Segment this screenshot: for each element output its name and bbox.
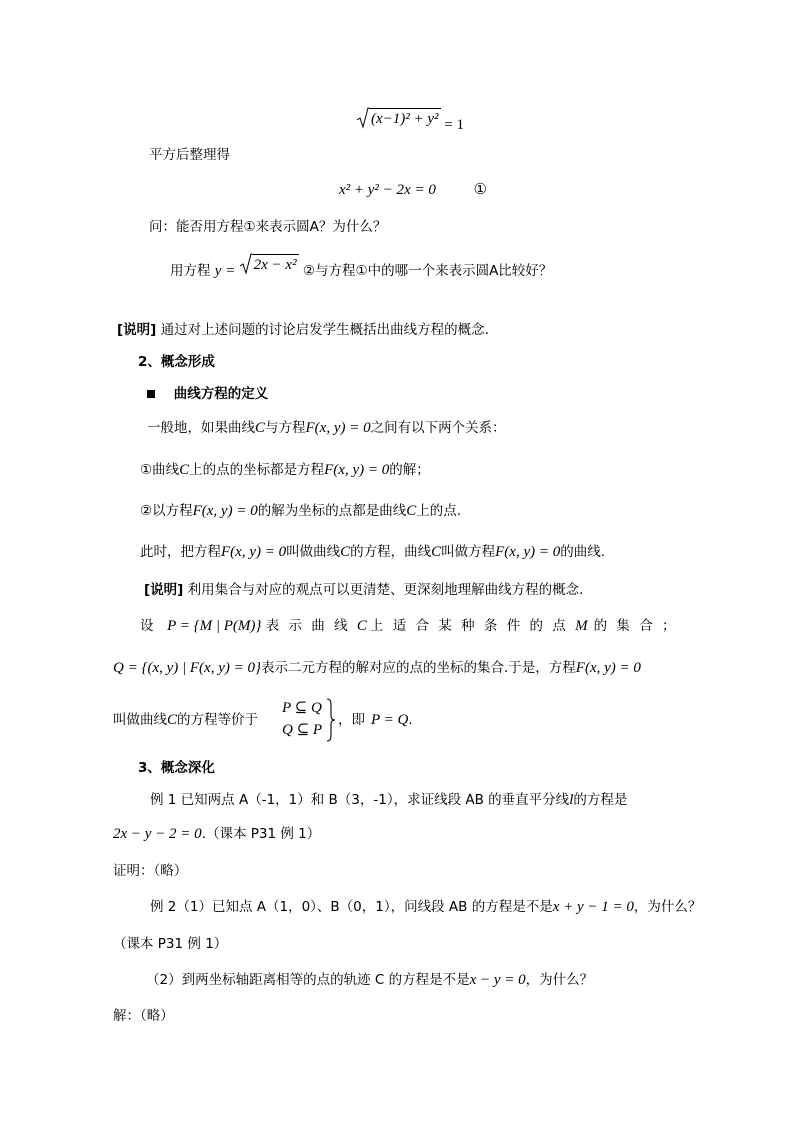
set2-equation: F(x, y) = 0 <box>575 660 641 676</box>
circle-equation-expr: x² + y² − 2x = 0 <box>339 182 436 198</box>
radical-sign-icon <box>240 253 252 275</box>
ex2-b: ，为什么？ <box>633 899 702 915</box>
example-1-equation <box>113 824 320 844</box>
equivalence-line <box>113 710 258 730</box>
def-intro-b: 与方程 <box>265 420 306 436</box>
def-intro-c-symbol: C <box>255 420 266 436</box>
circle-equation <box>339 180 487 200</box>
equiv-a: 叫做曲线 <box>113 712 167 728</box>
cond1-c-symbol: C <box>179 462 190 478</box>
radical-sign-icon <box>357 107 369 129</box>
section-3-heading: 3、概念深化 <box>138 760 215 776</box>
set-p-definition: P = {M | P(M)} <box>167 618 262 634</box>
equivalence-system <box>282 698 334 744</box>
ex2p2-a: （2）到两坐标轴距离相等的点的轨迹 C 的方程是不是 <box>146 972 470 988</box>
question-2-after: ②与方程①中的哪一个来表示圆A比较好？ <box>302 263 553 279</box>
radicand: (x−1)² + y² <box>369 108 441 129</box>
def-intro-equation: F(x, y) = 0 <box>305 420 371 436</box>
ex2-a: 例 2（1）已知点 A（1，0）、B（0，1），问线段 AB 的方程是不是 <box>150 899 553 915</box>
set2-a: 表示二元方程的解对应的点的坐标的集合.于是，方程 <box>260 660 576 676</box>
question-1: 问：能否用方程①来表示圆A？为什么？ <box>149 219 387 235</box>
example-2 <box>150 897 701 917</box>
set1-c-symbol: C <box>356 618 367 634</box>
set1-m-symbol: M <box>575 618 588 634</box>
question-2 <box>170 253 552 281</box>
radical-equation <box>357 107 464 135</box>
question-2-radicand: 2x − x² <box>252 254 299 275</box>
conclusion-b: 叫做曲线 <box>286 544 341 560</box>
set1-b: 表示曲线 <box>265 618 357 634</box>
conclusion-c: 的方程，曲线 <box>350 544 432 560</box>
conclusion-c1: C <box>340 544 351 560</box>
set-line-1 <box>140 616 685 636</box>
ex1-b: 的方程是 <box>573 792 628 808</box>
conclusion-equation-2: F(x, y) = 0 <box>495 544 561 560</box>
definition-title <box>147 384 268 404</box>
proof-line: 证明：（略） <box>113 863 188 879</box>
conclusion-e: 的曲线. <box>560 544 606 560</box>
cond2-a: ②以方程 <box>140 503 193 519</box>
definition-intro <box>147 418 506 438</box>
ex2-equation: x + y − 1 = 0 <box>552 899 634 915</box>
equiv-d: . <box>408 712 413 728</box>
remark-1 <box>117 320 489 340</box>
cond2-c-symbol: C <box>406 503 417 519</box>
remark-2-text: 利用集合与对应的观点可以更清楚、更深刻地理解曲线方程的概念. <box>187 582 584 598</box>
conclusion-d: 叫做方程 <box>441 544 496 560</box>
set-q-definition: Q = {(x, y) | F(x, y) = 0} <box>113 660 261 676</box>
right-brace-icon <box>326 698 336 742</box>
equation-tag-1: ① <box>473 182 488 198</box>
condition-2 <box>140 501 461 521</box>
question-2-lhs: y = <box>214 263 236 279</box>
example-2-part-2 <box>146 970 593 990</box>
condition-1 <box>140 460 430 480</box>
ex2p2-b: ，为什么？ <box>525 972 594 988</box>
cond1-b: 上的点的坐标都是方程 <box>189 462 325 478</box>
radical-rhs: = 1 <box>444 117 465 133</box>
conclusion-equation-1: F(x, y) = 0 <box>221 544 287 560</box>
ex1-reference: .（课本 P31 例 1） <box>201 826 321 842</box>
cond2-equation: F(x, y) = 0 <box>192 503 258 519</box>
section-2-heading: 2、概念形成 <box>138 354 215 370</box>
remark-label: [说明] <box>117 322 157 338</box>
square-note: 平方后整理得 <box>149 147 230 163</box>
cond1-equation: F(x, y) = 0 <box>324 462 390 478</box>
set1-a: 设 <box>140 618 163 634</box>
equivalence-result <box>338 710 413 730</box>
set1-c: 上适合某种条件的点 <box>369 618 576 634</box>
conclusion-a: 此时，把方程 <box>140 544 221 560</box>
system-row-2: Q ⊆ P <box>282 722 323 738</box>
ex1-l-symbol: l <box>569 792 574 808</box>
ex1-a: 例 1 已知两点 A（-1，1）和 B（3，-1），求证线段 AB 的垂直平分线 <box>150 792 570 808</box>
question-2-before: 用方程 <box>170 263 211 279</box>
remark-2 <box>144 580 583 600</box>
definition-title-text: 曲线方程的定义 <box>173 386 269 402</box>
equiv-result: P = Q <box>371 712 409 728</box>
cond2-b: 的解为坐标的点都是曲线 <box>257 503 407 519</box>
system-row-1: P ⊆ Q <box>282 700 322 716</box>
remark-1-text: 通过对上述问题的讨论启发学生概括出曲线方程的概念. <box>160 322 489 338</box>
ex2p2-equation: x − y = 0 <box>469 972 526 988</box>
equiv-c: ，即 <box>338 712 365 728</box>
square-bullet-icon <box>147 390 155 398</box>
cond1-a: ①曲线 <box>140 462 180 478</box>
conclusion-c2: C <box>431 544 442 560</box>
def-intro-c: 之间有以下两个关系： <box>370 420 506 436</box>
cond2-c: 上的点. <box>416 503 462 519</box>
def-intro-a: 一般地，如果曲线 <box>147 420 255 436</box>
cond1-c: 的解； <box>389 462 430 478</box>
set-line-2 <box>113 658 641 678</box>
ex1-equation: 2x − y − 2 = 0 <box>113 826 202 842</box>
solution-line: 解：（略） <box>113 1008 174 1024</box>
equiv-c-symbol: C <box>167 712 178 728</box>
example-1 <box>150 790 627 810</box>
equiv-b: 的方程等价于 <box>177 712 259 728</box>
conclusion <box>140 542 605 562</box>
set1-d: 的集合； <box>593 618 685 634</box>
remark-label: [说明] <box>144 582 184 598</box>
example-2-reference: （课本 P31 例 1） <box>113 936 228 952</box>
